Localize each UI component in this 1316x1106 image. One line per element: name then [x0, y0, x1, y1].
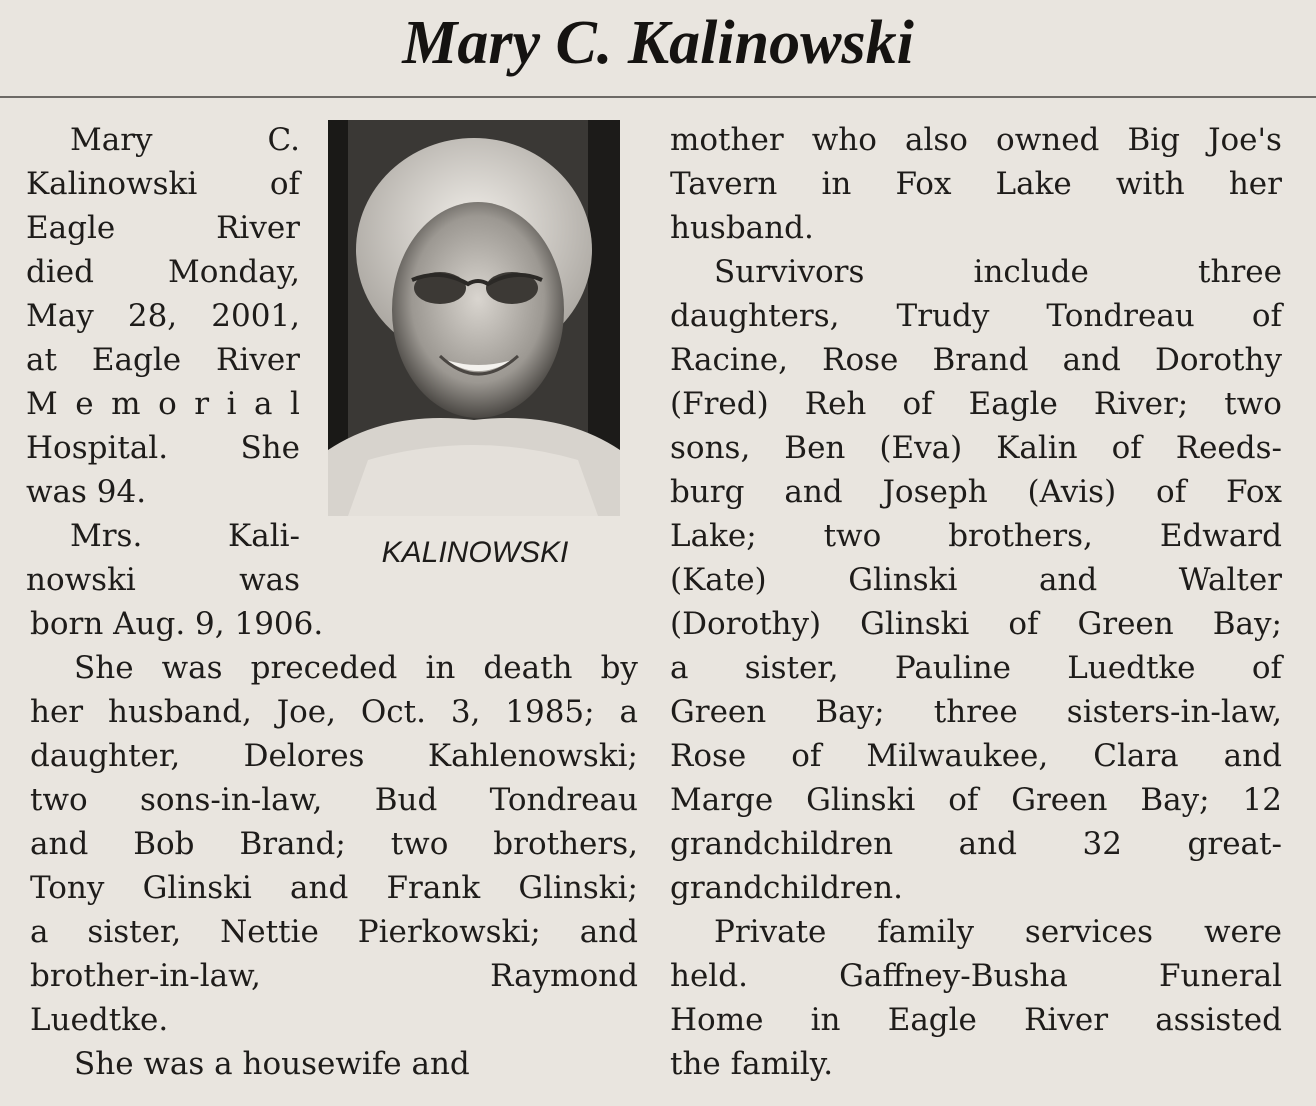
word: preceded — [250, 650, 398, 686]
text-line — [670, 206, 1282, 250]
text-line — [670, 338, 1282, 382]
text-line-content: grandchildren. — [670, 870, 903, 906]
word: Glinski — [860, 606, 970, 642]
word: Joe, — [276, 694, 336, 730]
word: Marge — [670, 782, 774, 818]
word: Green — [670, 694, 767, 730]
word: brothers, — [493, 826, 638, 862]
word: She — [240, 430, 300, 466]
word: Reeds- — [1175, 430, 1282, 466]
word: Racine, — [670, 342, 788, 378]
word: e — [75, 386, 94, 422]
word: Eagle — [968, 386, 1058, 422]
text-line — [26, 338, 300, 382]
text-line — [30, 734, 638, 778]
word: (Avis) — [1027, 474, 1117, 510]
word: (Dorothy) — [670, 606, 822, 642]
word: Raymond — [490, 958, 638, 994]
text-line — [670, 162, 1282, 206]
photo-caption: KALINOWSKI — [381, 536, 569, 569]
word: and — [958, 826, 1017, 862]
word: of — [902, 386, 933, 422]
word: Lake — [995, 166, 1072, 202]
text-line — [670, 822, 1282, 866]
word: Luedtke — [1067, 650, 1196, 686]
word: River — [216, 342, 300, 378]
word: i — [226, 386, 237, 422]
word: Funeral — [1158, 958, 1282, 994]
word: also — [904, 122, 968, 158]
word: 32 — [1082, 826, 1122, 862]
word: Glinski; — [518, 870, 638, 906]
word: in — [425, 650, 456, 686]
word: Tondreau — [489, 782, 638, 818]
word: daughters, — [670, 298, 840, 334]
text-line — [670, 778, 1282, 822]
word: died — [26, 254, 94, 290]
text-line — [670, 558, 1282, 602]
word: two — [823, 518, 882, 554]
word: Frank — [386, 870, 481, 906]
text-line — [26, 470, 300, 514]
word: Tony — [30, 870, 105, 906]
word: of — [1111, 430, 1142, 466]
word: Eagle — [26, 210, 116, 246]
word: 12 — [1242, 782, 1282, 818]
word: C. — [267, 122, 300, 158]
word: Ben — [784, 430, 846, 466]
word: in — [810, 1002, 841, 1038]
word: (Eva) — [879, 430, 963, 466]
word: a — [30, 914, 49, 950]
text-line-content: the family. — [670, 1046, 834, 1082]
word: Delores — [243, 738, 365, 774]
word: death — [483, 650, 573, 686]
word: River; — [1093, 386, 1189, 422]
word: sister, — [87, 914, 182, 950]
word: May — [26, 298, 94, 334]
word: Kahlenowski; — [427, 738, 638, 774]
word: Edward — [1159, 518, 1282, 554]
text-line — [70, 118, 300, 162]
word: a — [670, 650, 689, 686]
word: of — [1251, 650, 1282, 686]
text-line — [670, 426, 1282, 470]
word: Reh — [804, 386, 867, 422]
text-line — [670, 954, 1282, 998]
text-line — [714, 910, 1282, 954]
word: Monday, — [168, 254, 300, 290]
word: Trudy — [896, 298, 990, 334]
word: Fox — [1226, 474, 1282, 510]
word: of — [1008, 606, 1039, 642]
word: Kali- — [228, 518, 300, 554]
word: Bud — [374, 782, 438, 818]
word: Lake; — [670, 518, 757, 554]
word: Tavern — [670, 166, 778, 202]
word: Pauline — [894, 650, 1011, 686]
word: Home — [670, 1002, 764, 1038]
text-line — [74, 646, 638, 690]
text-line — [670, 866, 1282, 910]
word: Mary — [70, 122, 153, 158]
word: burg — [670, 474, 745, 510]
word: l — [290, 386, 300, 422]
word: Eagle — [887, 1002, 977, 1038]
text-line — [30, 778, 638, 822]
text-line — [26, 426, 300, 470]
word: by — [600, 650, 638, 686]
word: 2001, — [211, 298, 300, 334]
text-line — [26, 382, 300, 426]
word: two — [390, 826, 449, 862]
word: Joe's — [1208, 122, 1282, 158]
word: two — [1224, 386, 1282, 422]
word: Kalin — [996, 430, 1078, 466]
word: grandchildren — [670, 826, 894, 862]
word: Kalinowski — [26, 166, 198, 202]
text-line — [30, 910, 638, 954]
word: Eagle — [91, 342, 182, 378]
text-line — [670, 646, 1282, 690]
word: Dorothy — [1155, 342, 1282, 378]
word: were — [1203, 914, 1282, 950]
word: her — [1228, 166, 1282, 202]
word: daughter, — [30, 738, 181, 774]
word: her — [30, 694, 84, 730]
text-line — [670, 602, 1282, 646]
word: Walter — [1178, 562, 1282, 598]
text-line — [26, 558, 300, 602]
word: in — [821, 166, 852, 202]
word: family — [877, 914, 974, 950]
word: include — [973, 254, 1089, 290]
word: who — [811, 122, 877, 158]
text-line — [670, 690, 1282, 734]
word: River — [216, 210, 300, 246]
word: (Fred) — [670, 386, 769, 422]
text-line — [30, 954, 638, 998]
word: M — [26, 386, 58, 422]
word: Milwaukee, — [866, 738, 1049, 774]
portrait-photo — [328, 120, 620, 516]
word: Clara — [1093, 738, 1179, 774]
word: and — [1223, 738, 1282, 774]
word: assisted — [1155, 1002, 1282, 1038]
text-line — [714, 250, 1282, 294]
word: Bob — [133, 826, 195, 862]
word: great- — [1187, 826, 1282, 862]
word: nowski — [26, 562, 136, 598]
word: brothers, — [948, 518, 1093, 554]
word: and — [30, 826, 89, 862]
word: Brand — [932, 342, 1029, 378]
text-line-content: husband. — [670, 210, 814, 246]
text-line — [670, 294, 1282, 338]
text-line — [670, 514, 1282, 558]
word: Nettie — [220, 914, 319, 950]
word: services — [1024, 914, 1154, 950]
portrait-image — [328, 120, 620, 516]
text-line — [670, 382, 1282, 426]
word: sons, — [670, 430, 751, 466]
word: 1985; — [505, 694, 595, 730]
word: Bay; — [1140, 782, 1210, 818]
word: and — [784, 474, 843, 510]
word: two — [30, 782, 88, 818]
word: o — [158, 386, 177, 422]
word: Fox — [895, 166, 952, 202]
word: Glinski — [142, 870, 252, 906]
text-line — [30, 822, 638, 866]
word: a — [619, 694, 638, 730]
word: She — [74, 650, 134, 686]
word: Mrs. — [70, 518, 143, 554]
word: sisters-in-law, — [1066, 694, 1282, 730]
word: Green — [1077, 606, 1174, 642]
word: Pierkowski; — [357, 914, 541, 950]
word: Brand; — [239, 826, 346, 862]
word: Private — [714, 914, 827, 950]
word: River — [1024, 1002, 1109, 1038]
word: at — [26, 342, 57, 378]
word: 3, — [450, 694, 481, 730]
word: Glinski — [848, 562, 958, 598]
word: mother — [670, 122, 784, 158]
text-line — [26, 162, 300, 206]
word: with — [1115, 166, 1185, 202]
word: Oct. — [360, 694, 426, 730]
word: of — [948, 782, 979, 818]
text-line-content: was 94. — [26, 474, 147, 510]
word: husband, — [108, 694, 252, 730]
word: held. — [670, 958, 748, 994]
text-line — [70, 514, 300, 558]
word: sons-in-law, — [139, 782, 323, 818]
text-line — [30, 866, 638, 910]
word: Rose — [670, 738, 747, 774]
word: Gaffney-Busha — [839, 958, 1068, 994]
word: Tondreau — [1046, 298, 1195, 334]
word: Green — [1011, 782, 1108, 818]
obituary-title: Mary C. Kalinowski — [402, 9, 914, 77]
word: of — [791, 738, 822, 774]
text-line-content: born Aug. 9, 1906. — [30, 606, 324, 642]
word: of — [1251, 298, 1282, 334]
text-line — [26, 250, 300, 294]
text-line-content: She was a housewife and — [74, 1046, 470, 1082]
word: 28, — [127, 298, 178, 334]
word: Big — [1127, 122, 1181, 158]
word: and — [290, 870, 349, 906]
text-line — [30, 998, 638, 1042]
word: was — [239, 562, 300, 598]
word: Glinski — [806, 782, 916, 818]
word: r — [194, 386, 210, 422]
word: m — [111, 386, 141, 422]
word: Survivors — [714, 254, 865, 290]
text-line — [670, 118, 1282, 162]
text-line — [670, 470, 1282, 514]
word: of — [269, 166, 300, 202]
word: and — [1038, 562, 1098, 598]
text-line — [670, 734, 1282, 778]
text-line — [30, 602, 638, 646]
word: and — [579, 914, 638, 950]
text-line — [26, 206, 300, 250]
text-line — [670, 998, 1282, 1042]
word: Bay; — [815, 694, 885, 730]
word: and — [1062, 342, 1121, 378]
text-line — [670, 1042, 1282, 1086]
word: Joseph — [882, 474, 988, 510]
word: Rose — [822, 342, 899, 378]
word: owned — [996, 122, 1100, 158]
text-line-content: Luedtke. — [30, 1002, 169, 1038]
word: three — [1198, 254, 1282, 290]
title-rule — [0, 96, 1316, 98]
text-line — [26, 294, 300, 338]
word: Bay; — [1212, 606, 1282, 642]
text-line — [74, 1042, 638, 1086]
text-line — [30, 690, 638, 734]
word: was — [161, 650, 223, 686]
word: three — [933, 694, 1018, 730]
word: brother-in-law, — [30, 958, 261, 994]
word: Hospital. — [26, 430, 169, 466]
word: sister, — [744, 650, 839, 686]
word: (Kate) — [670, 562, 767, 598]
word: a — [254, 386, 273, 422]
word: of — [1156, 474, 1187, 510]
